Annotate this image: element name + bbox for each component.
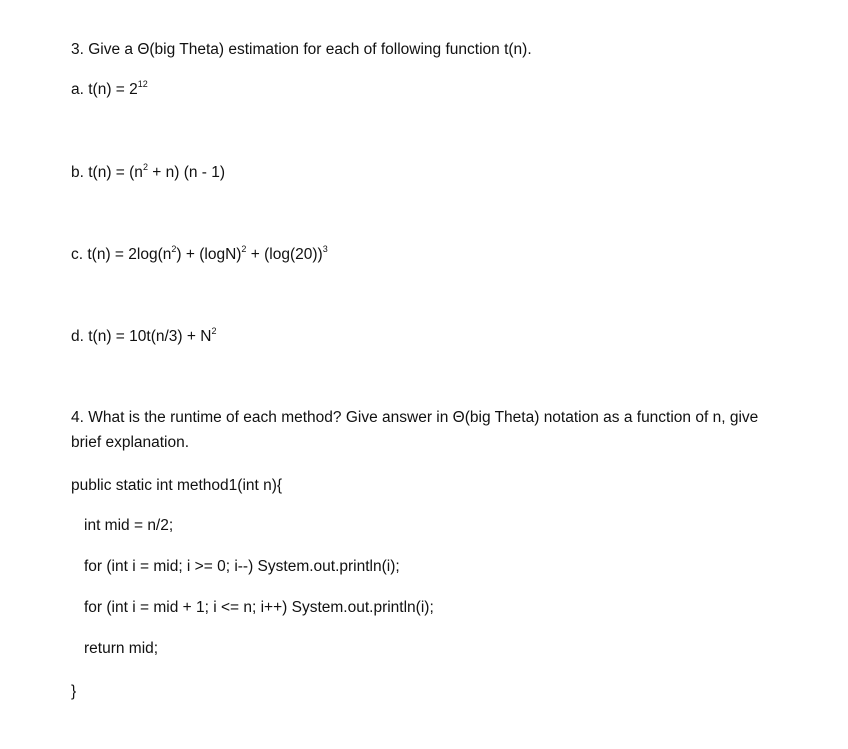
question-3d-text-1: d. t(n) = 10t(n/3) + N — [71, 328, 212, 345]
question-3b-exponent-1: 2 — [142, 161, 148, 172]
question-3-title: 3. Give a Θ(big Theta) estimation for each of following function t(n). — [71, 41, 532, 58]
question-3d-exponent-1: 2 — [211, 325, 217, 336]
question-3c-exponent-1: 2 — [171, 243, 177, 254]
question-3c-exponent-2: 2 — [241, 243, 247, 254]
question-4-line-2: brief explanation. — [71, 434, 190, 451]
code-return-statement: return mid; — [84, 640, 159, 657]
question-3b-text-1: b. t(n) = (n — [71, 164, 143, 181]
question-3c-text-3: + (log(20)) — [246, 246, 323, 263]
question-3a-text: a. t(n) = 2 — [71, 81, 138, 98]
question-3c-exponent-3: 3 — [322, 243, 328, 254]
question-3a — [71, 80, 148, 100]
code-mid-assignment: int mid = n/2; — [84, 517, 174, 534]
code-closing-brace: } — [71, 683, 77, 700]
question-3b-text-2: + n) (n - 1) — [147, 164, 226, 181]
question-3c-text-1: c. t(n) = 2log(n — [71, 246, 172, 263]
code-method-signature: public static int method1(int n){ — [71, 477, 283, 494]
question-3b — [71, 163, 225, 183]
code-for-loop-2: for (int i = mid + 1; i <= n; i++) System.out.println(i); — [84, 599, 434, 616]
question-3c — [71, 245, 328, 265]
question-4-line-1: 4. What is the runtime of each method? Give answer in Θ(big Theta) notation as a function of n, give — [71, 409, 759, 426]
question-3c-text-2: ) + (logN) — [176, 246, 242, 263]
question-3d — [71, 327, 216, 347]
code-for-loop-1: for (int i = mid; i >= 0; i--) System.out.println(i); — [84, 558, 400, 575]
question-3a-exponent: 12 — [137, 78, 148, 89]
